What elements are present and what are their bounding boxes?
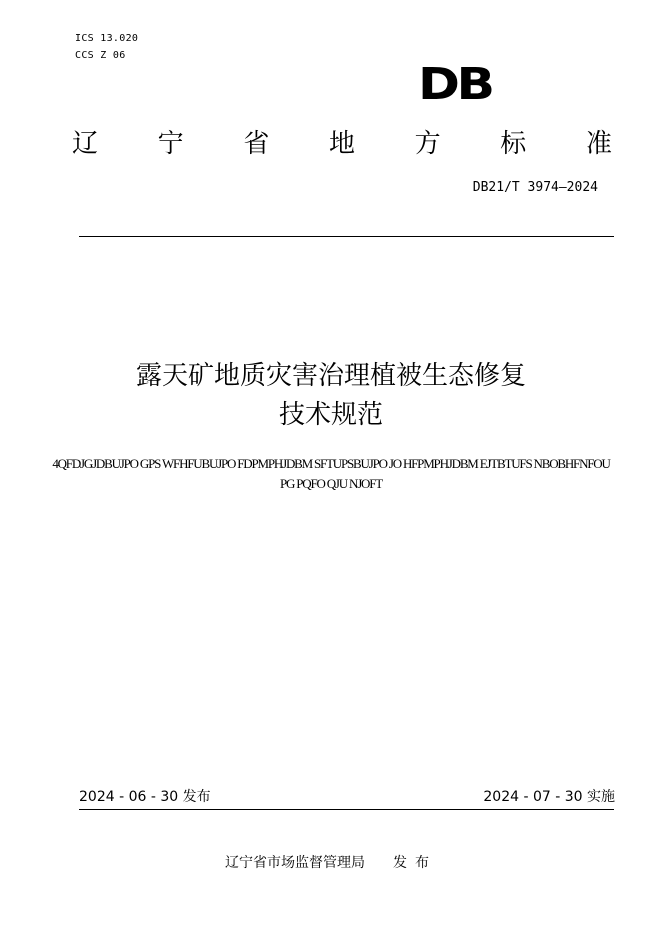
title-char: 宁 xyxy=(157,129,184,159)
issuer-name: 辽宁省市场监督管理局 xyxy=(225,855,365,871)
title-char: 方 xyxy=(414,129,441,159)
title-char: 准 xyxy=(585,129,612,159)
issuer-line xyxy=(0,854,662,872)
standard-category-title xyxy=(72,126,612,162)
standard-number: DB21/T 3974—2024 xyxy=(472,180,598,195)
ics-code: ICS 13.020 xyxy=(75,33,139,44)
db-logo: DB xyxy=(418,59,492,110)
implement-date: 2024 - 07 - 30 实施 xyxy=(483,789,615,805)
title-char: 省 xyxy=(243,129,270,159)
title-char: 标 xyxy=(500,129,527,159)
issuer-action: 发布 xyxy=(393,855,437,871)
title-char: 地 xyxy=(328,129,355,159)
english-title-line-1: 4QFDJGJDBUJPO GPS WFHFUBUJPO FDPMPHJDBM SFTUPSBUJPO JO HFPMPHJDBM EJTBTUFS NBOBHFNFOU xyxy=(52,456,610,471)
english-title-line-2: PG PQFO QJU NJOFT xyxy=(279,476,383,491)
title-char: 辽 xyxy=(72,129,99,159)
document-title-line-2: 技术规范 xyxy=(278,400,383,430)
footer-divider xyxy=(79,809,614,810)
publish-date: 2024 - 06 - 30 发布 xyxy=(79,789,211,805)
header-divider xyxy=(79,236,614,237)
ccs-code: CCS Z 06 xyxy=(75,50,126,61)
document-title-line-1: 露天矿地质灾害治理植被生态修复 xyxy=(135,361,526,391)
